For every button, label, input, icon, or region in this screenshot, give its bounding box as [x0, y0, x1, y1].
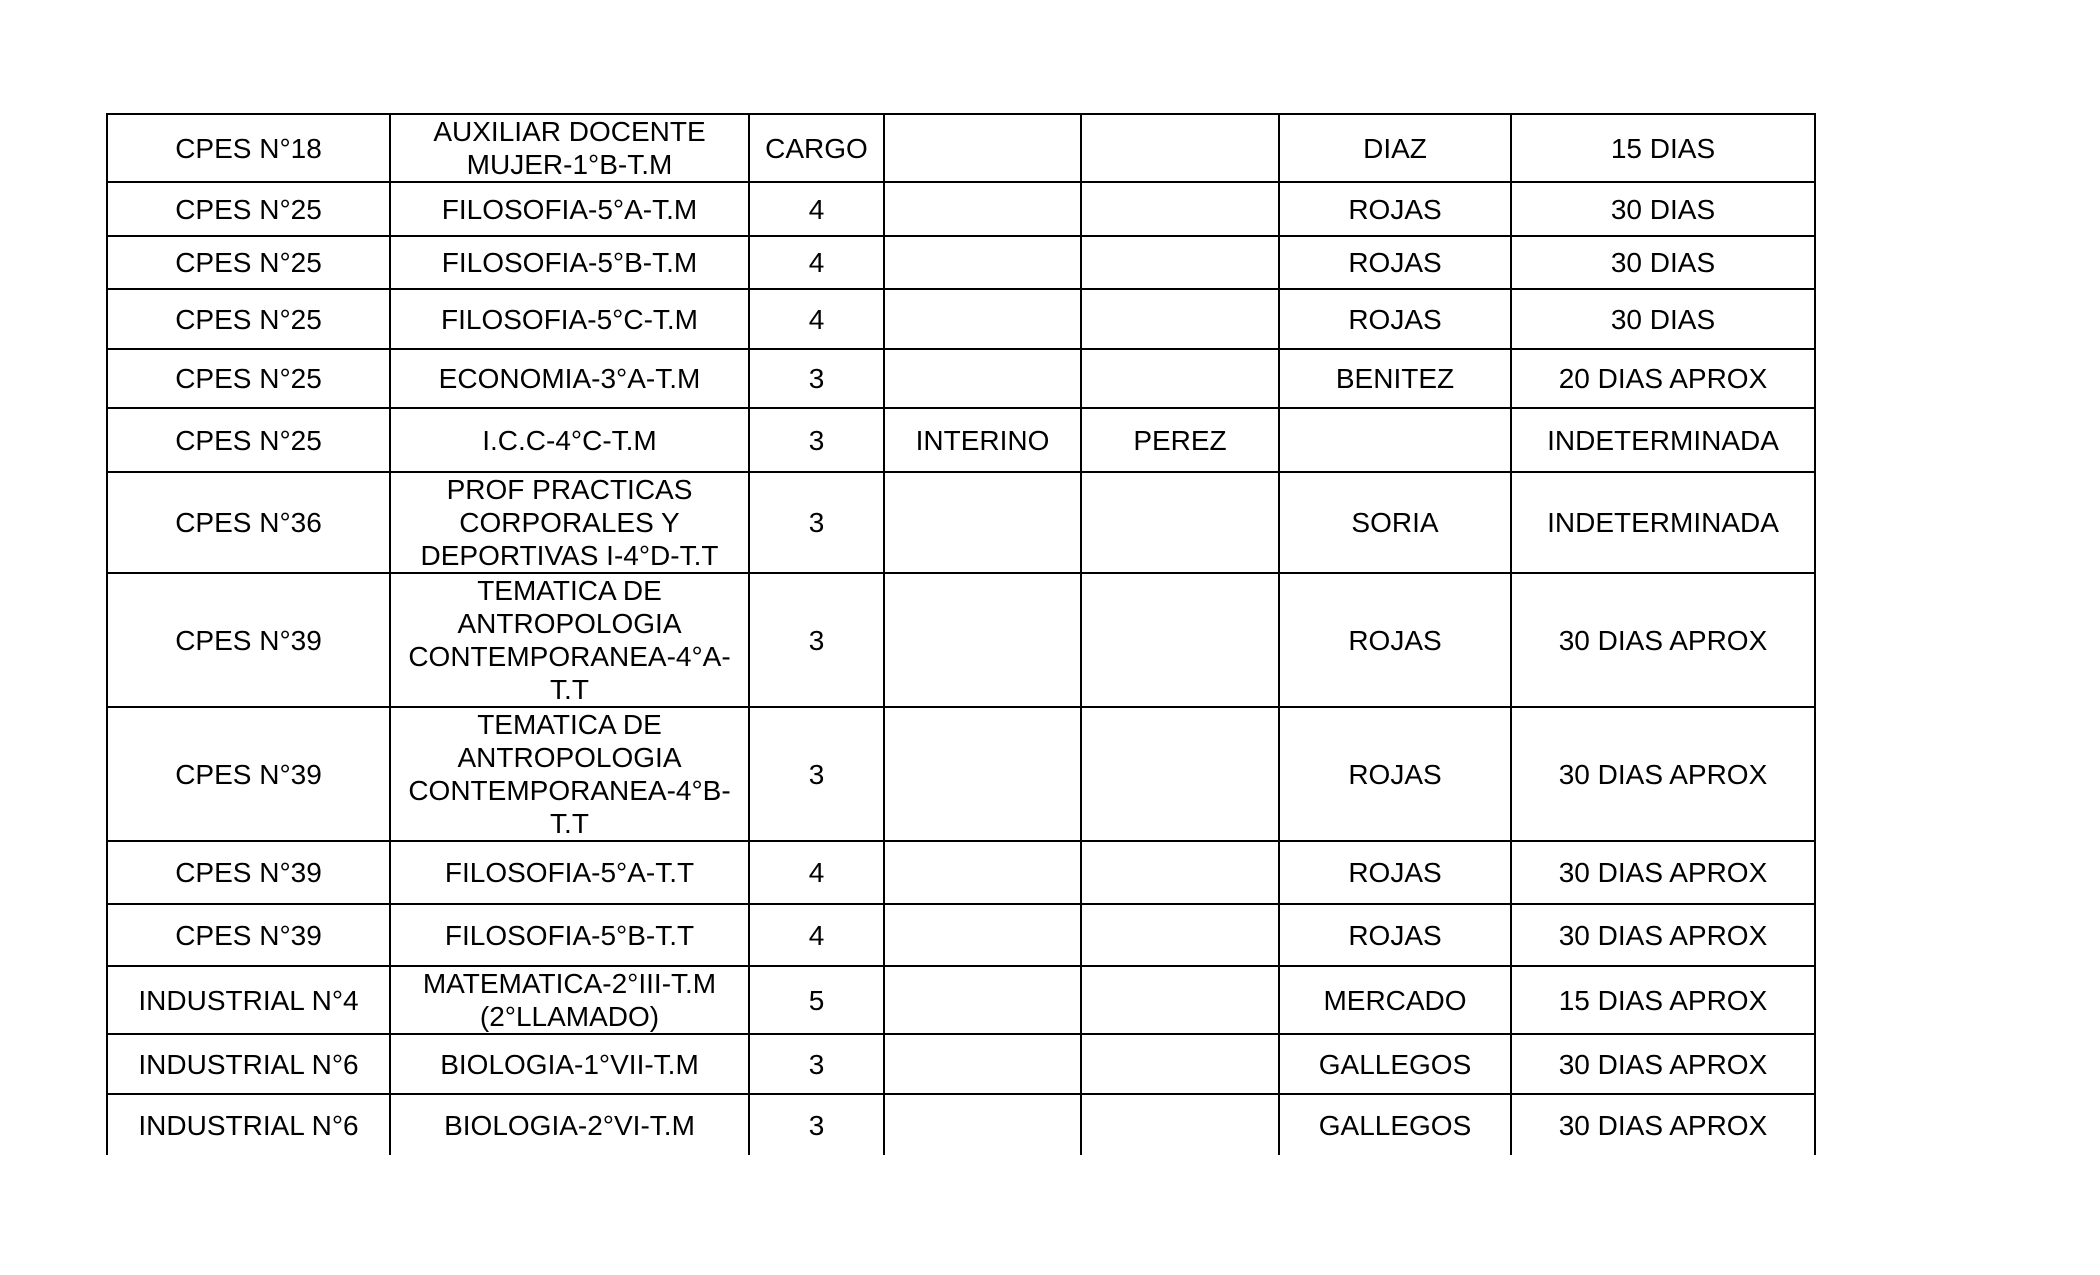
hours-cell: 3: [749, 573, 884, 707]
hours-cell: 3: [749, 472, 884, 573]
school-cell: INDUSTRIAL N°4: [107, 966, 390, 1034]
duration-cell: 30 DIAS: [1511, 182, 1815, 236]
status-cell: [884, 289, 1081, 349]
status-cell: [884, 236, 1081, 289]
duration-cell: INDETERMINADA: [1511, 472, 1815, 573]
subject-cell: FILOSOFIA-5°A-T.M: [390, 182, 749, 236]
teacher-cell: [1081, 472, 1279, 573]
replaced-cell: DIAZ: [1279, 114, 1511, 182]
duration-cell: INDETERMINADA: [1511, 408, 1815, 472]
table-row: [107, 236, 1815, 289]
duration-cell: 30 DIAS APROX: [1511, 904, 1815, 966]
school-cell: CPES N°39: [107, 904, 390, 966]
status-cell: [884, 114, 1081, 182]
replaced-cell: ROJAS: [1279, 841, 1511, 904]
school-cell: CPES N°39: [107, 707, 390, 841]
teacher-cell: [1081, 1034, 1279, 1094]
table-row: [107, 349, 1815, 408]
subject-cell: ECONOMIA-3°A-T.M: [390, 349, 749, 408]
vacancy-table: [106, 113, 1816, 1155]
status-cell: [884, 1094, 1081, 1155]
school-cell: CPES N°18: [107, 114, 390, 182]
subject-cell: FILOSOFIA-5°A-T.T: [390, 841, 749, 904]
school-cell: CPES N°25: [107, 182, 390, 236]
status-cell: [884, 349, 1081, 408]
subject-cell: MATEMATICA-2°III-T.M (2°LLAMADO): [390, 966, 749, 1034]
subject-cell: TEMATICA DE ANTROPOLOGIA CONTEMPORANEA-4°A-T.T: [390, 573, 749, 707]
school-cell: INDUSTRIAL N°6: [107, 1034, 390, 1094]
table-row: [107, 1034, 1815, 1094]
table-row: [107, 408, 1815, 472]
subject-cell: I.C.C-4°C-T.M: [390, 408, 749, 472]
table-row: [107, 573, 1815, 707]
hours-cell: 4: [749, 182, 884, 236]
hours-cell: 3: [749, 1094, 884, 1155]
replaced-cell: ROJAS: [1279, 904, 1511, 966]
replaced-cell: GALLEGOS: [1279, 1034, 1511, 1094]
hours-cell: 4: [749, 904, 884, 966]
subject-cell: TEMATICA DE ANTROPOLOGIA CONTEMPORANEA-4°B-T.T: [390, 707, 749, 841]
status-cell: [884, 573, 1081, 707]
status-cell: [884, 1034, 1081, 1094]
subject-cell: PROF PRACTICAS CORPORALES Y DEPORTIVAS I-4°D-T.T: [390, 472, 749, 573]
hours-cell: 3: [749, 707, 884, 841]
school-cell: CPES N°25: [107, 408, 390, 472]
table-row: [107, 472, 1815, 573]
status-cell: [884, 472, 1081, 573]
duration-cell: 30 DIAS APROX: [1511, 573, 1815, 707]
table-row: [107, 114, 1815, 182]
duration-cell: 30 DIAS APROX: [1511, 707, 1815, 841]
subject-cell: BIOLOGIA-1°VII-T.M: [390, 1034, 749, 1094]
status-cell: [884, 182, 1081, 236]
replaced-cell: BENITEZ: [1279, 349, 1511, 408]
table-row: [107, 966, 1815, 1034]
school-cell: CPES N°39: [107, 841, 390, 904]
status-cell: [884, 966, 1081, 1034]
hours-cell: 3: [749, 408, 884, 472]
replaced-cell: ROJAS: [1279, 182, 1511, 236]
status-cell: [884, 904, 1081, 966]
duration-cell: 20 DIAS APROX: [1511, 349, 1815, 408]
teacher-cell: [1081, 114, 1279, 182]
table-row: [107, 1094, 1815, 1155]
school-cell: INDUSTRIAL N°6: [107, 1094, 390, 1155]
school-cell: CPES N°25: [107, 289, 390, 349]
replaced-cell: ROJAS: [1279, 236, 1511, 289]
teacher-cell: [1081, 236, 1279, 289]
duration-cell: 30 DIAS APROX: [1511, 1034, 1815, 1094]
replaced-cell: GALLEGOS: [1279, 1094, 1511, 1155]
teacher-cell: [1081, 573, 1279, 707]
teacher-cell: [1081, 1094, 1279, 1155]
teacher-cell: PEREZ: [1081, 408, 1279, 472]
status-cell: [884, 841, 1081, 904]
subject-cell: FILOSOFIA-5°B-T.M: [390, 236, 749, 289]
hours-cell: 5: [749, 966, 884, 1034]
table-row: [107, 182, 1815, 236]
teacher-cell: [1081, 182, 1279, 236]
subject-cell: BIOLOGIA-2°VI-T.M: [390, 1094, 749, 1155]
school-cell: CPES N°25: [107, 349, 390, 408]
hours-cell: 3: [749, 1034, 884, 1094]
subject-cell: FILOSOFIA-5°C-T.M: [390, 289, 749, 349]
teacher-cell: [1081, 289, 1279, 349]
duration-cell: 30 DIAS: [1511, 289, 1815, 349]
teacher-cell: [1081, 841, 1279, 904]
hours-cell: 4: [749, 289, 884, 349]
teacher-cell: [1081, 904, 1279, 966]
status-cell: INTERINO: [884, 408, 1081, 472]
teacher-cell: [1081, 966, 1279, 1034]
teacher-cell: [1081, 707, 1279, 841]
table-row: [107, 707, 1815, 841]
duration-cell: 15 DIAS: [1511, 114, 1815, 182]
table-row: [107, 289, 1815, 349]
school-cell: CPES N°39: [107, 573, 390, 707]
subject-cell: FILOSOFIA-5°B-T.T: [390, 904, 749, 966]
duration-cell: 30 DIAS APROX: [1511, 841, 1815, 904]
replaced-cell: ROJAS: [1279, 573, 1511, 707]
school-cell: CPES N°36: [107, 472, 390, 573]
subject-cell: AUXILIAR DOCENTE MUJER-1°B-T.M: [390, 114, 749, 182]
table-row: [107, 904, 1815, 966]
replaced-cell: [1279, 408, 1511, 472]
replaced-cell: ROJAS: [1279, 289, 1511, 349]
table-row: [107, 841, 1815, 904]
school-cell: CPES N°25: [107, 236, 390, 289]
duration-cell: 30 DIAS APROX: [1511, 1094, 1815, 1155]
teacher-cell: [1081, 349, 1279, 408]
replaced-cell: MERCADO: [1279, 966, 1511, 1034]
replaced-cell: ROJAS: [1279, 707, 1511, 841]
vacancy-table-body: [107, 114, 1815, 1155]
hours-cell: CARGO: [749, 114, 884, 182]
duration-cell: 15 DIAS APROX: [1511, 966, 1815, 1034]
hours-cell: 3: [749, 349, 884, 408]
hours-cell: 4: [749, 236, 884, 289]
status-cell: [884, 707, 1081, 841]
replaced-cell: SORIA: [1279, 472, 1511, 573]
duration-cell: 30 DIAS: [1511, 236, 1815, 289]
hours-cell: 4: [749, 841, 884, 904]
